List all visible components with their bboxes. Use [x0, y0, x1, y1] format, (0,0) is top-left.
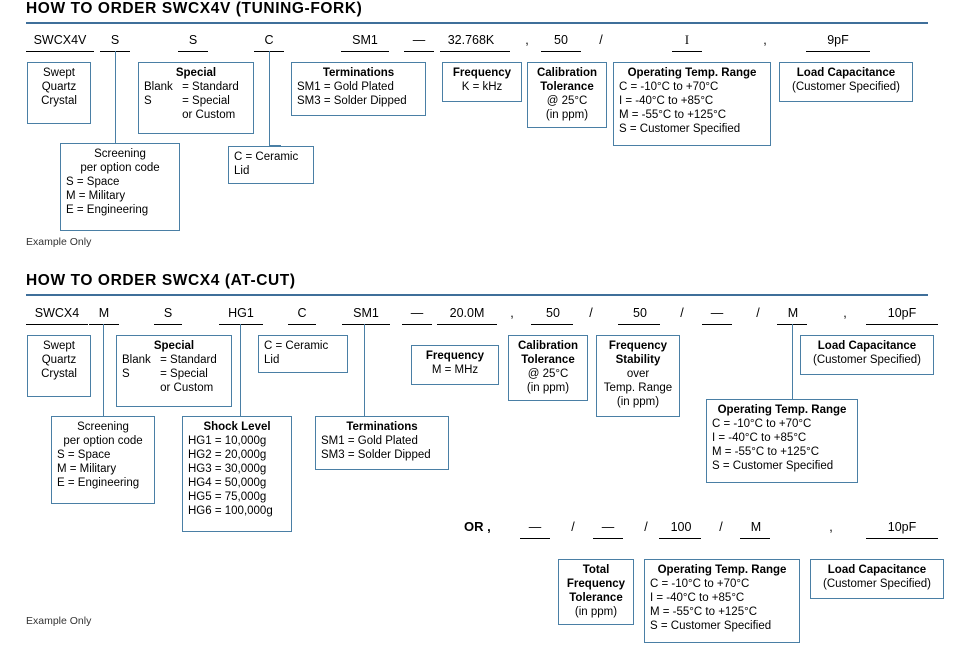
- code2-part-slash-2: /: [680, 306, 684, 320]
- screening2-line-1: per option code: [63, 435, 143, 447]
- optemp2-line-2: I = -40°C to +85°C: [712, 432, 807, 444]
- box-load-capacitance: [779, 62, 913, 102]
- or-underline: [520, 538, 550, 539]
- code-part-dash-1: —: [412, 33, 426, 47]
- calibration-title-2: Tolerance: [540, 81, 594, 93]
- terminations2-title: Terminations: [346, 421, 418, 433]
- code2-part-optemp: M: [787, 306, 799, 320]
- leader2-screening: [103, 324, 104, 417]
- box2-frequency: [411, 345, 499, 385]
- special2-title: Special: [153, 340, 195, 352]
- code-part-screening: S: [110, 33, 120, 47]
- freqstab-title-1: Frequency: [608, 340, 668, 352]
- optemp-line-4: S = Customer Specified: [619, 123, 741, 135]
- leader-lid: [269, 51, 270, 146]
- shock-line-1: HG1 = 10,000g: [188, 435, 267, 447]
- screening-line-3: M = Military: [66, 190, 126, 202]
- or-part-dash-2: —: [601, 520, 615, 534]
- box2-load-capacitance: [800, 335, 934, 375]
- loadcap3-title: Load Capacitance: [827, 564, 927, 576]
- frequency-title: Frequency: [452, 67, 512, 79]
- terminations-line-2: SM3 = Solder Dipped: [297, 95, 407, 107]
- terminations-title: Terminations: [322, 67, 395, 79]
- code-underline: [178, 51, 208, 52]
- box2-calibration-tolerance: [508, 335, 588, 401]
- code2-part-slash-1: /: [589, 306, 593, 320]
- box-lid: [228, 146, 314, 184]
- or-label: OR ,: [464, 519, 491, 534]
- screening-title: Screening: [94, 148, 146, 160]
- or-part-comma: ,: [829, 520, 833, 534]
- code2-part-loadcap: 10pF: [887, 306, 917, 320]
- optemp-line-2: I = -40°C to +85°C: [619, 95, 714, 107]
- lid-line-2: Lid: [234, 165, 250, 177]
- shock-line-6: HG6 = 100,000g: [188, 505, 273, 517]
- screening-line-4: E = Engineering: [66, 204, 149, 216]
- loadcap2-line-1: (Customer Specified): [812, 354, 921, 366]
- or-part-optemp: M: [750, 520, 762, 534]
- box-special: [138, 62, 254, 134]
- product-line-3: Crystal: [41, 95, 77, 107]
- optemp3-line-1: C = -10°C to +70°C: [650, 578, 750, 590]
- freqstab-title-2: Stability: [615, 354, 661, 366]
- calibration2-title-1: Calibration: [517, 340, 579, 352]
- code2-part-shock: HG1: [228, 306, 254, 320]
- totalfreq-title-3: Tolerance: [569, 592, 623, 604]
- product2-line-3: Crystal: [41, 368, 77, 380]
- screening2-line-3: M = Military: [57, 463, 117, 475]
- code-part-calibration: 50: [554, 33, 568, 47]
- box-calibration-tolerance: [527, 62, 607, 128]
- screening-line-2: S = Space: [66, 176, 120, 188]
- box2-lid: [258, 335, 348, 373]
- totalfreq-title-1: Total: [582, 564, 610, 576]
- optemp2-line-1: C = -10°C to +70°C: [712, 418, 812, 430]
- lid2-line-1: C = Ceramic: [264, 340, 329, 352]
- code2-underline: [89, 324, 119, 325]
- optemp3-line-3: M = -55°C to +125°C: [650, 606, 757, 618]
- code-part-slash-1: /: [599, 33, 603, 47]
- calibration2-title-2: Tolerance: [521, 354, 575, 366]
- loadcap-line-1: (Customer Specified): [791, 81, 900, 93]
- code-underline: [672, 51, 702, 52]
- code2-underline: [618, 324, 660, 325]
- box2-operating-temp-range: [706, 399, 858, 483]
- freqstab-line-3: (in ppm): [616, 396, 660, 408]
- code2-underline: [154, 324, 182, 325]
- code-underline: [440, 51, 510, 52]
- optemp2-title: Operating Temp. Range: [717, 404, 847, 416]
- code2-part-freqstab: 50: [633, 306, 647, 320]
- code2-part-product: SWCX4: [34, 306, 80, 320]
- code2-underline: [26, 324, 88, 325]
- shock-line-4: HG4 = 50,000g: [188, 477, 267, 489]
- code2-part-lid: C: [297, 306, 307, 320]
- freqstab-line-2: Temp. Range: [603, 382, 673, 394]
- code-underline: [341, 51, 389, 52]
- box2-frequency-stability: [596, 335, 680, 417]
- code2-part-comma-2: ,: [843, 306, 847, 320]
- special-key-2: S: [144, 95, 152, 107]
- code-part-terminations: SM1: [352, 33, 378, 47]
- code-part-product: SWCX4V: [33, 33, 87, 47]
- shock-line-5: HG5 = 75,000g: [188, 491, 267, 503]
- screening2-line-2: S = Space: [57, 449, 111, 461]
- or-part-slash-1: /: [571, 520, 575, 534]
- box-product: [27, 62, 91, 124]
- frequency2-line-1: M = MHz: [431, 364, 479, 376]
- loadcap2-title: Load Capacitance: [817, 340, 917, 352]
- code2-part-dash-2: —: [710, 306, 724, 320]
- calibration-line-2: (in ppm): [545, 109, 589, 121]
- leader2-terminations: [364, 324, 365, 417]
- totalfreq-line-1: (in ppm): [574, 606, 618, 618]
- code2-part-frequency: 20.0M: [449, 306, 485, 320]
- optemp2-line-4: S = Customer Specified: [712, 460, 834, 472]
- code2-underline: [702, 324, 732, 325]
- optemp3-title: Operating Temp. Range: [657, 564, 787, 576]
- optemp-line-3: M = -55°C to +125°C: [619, 109, 726, 121]
- box-total-frequency-tolerance: [558, 559, 634, 625]
- product2-line-1: Swept: [43, 340, 75, 352]
- screening2-line-4: E = Engineering: [57, 477, 140, 489]
- code-part-loadcap: 9pF: [827, 33, 849, 47]
- optemp3-line-2: I = -40°C to +85°C: [650, 592, 745, 604]
- code-part-optemp: I: [684, 33, 690, 47]
- special2-val-1: = Standard: [160, 354, 217, 366]
- code-underline: [26, 51, 94, 52]
- lid-line-1: C = Ceramic: [234, 151, 299, 163]
- code2-part-special: S: [163, 306, 173, 320]
- special2-key-2: S: [122, 368, 130, 380]
- screening2-title: Screening: [77, 421, 129, 433]
- calibration2-line-1: @ 25°C: [527, 368, 569, 380]
- calibration-line-1: @ 25°C: [546, 95, 588, 107]
- loadcap3-line-1: (Customer Specified): [822, 578, 931, 590]
- calibration-title-1: Calibration: [536, 67, 598, 79]
- code2-part-terminations: SM1: [353, 306, 379, 320]
- frequency-line-1: K = kHz: [461, 81, 503, 93]
- frequency2-title: Frequency: [425, 350, 485, 362]
- code-part-special: S: [188, 33, 198, 47]
- loadcap-title: Load Capacitance: [796, 67, 896, 79]
- code-underline: [404, 51, 434, 52]
- or-underline: [593, 538, 623, 539]
- leader2-shock: [240, 324, 241, 417]
- or-part-loadcap: 10pF: [887, 520, 917, 534]
- or-part-dash-1: —: [528, 520, 542, 534]
- optemp-line-1: C = -10°C to +70°C: [619, 81, 719, 93]
- section-1-rule: [26, 22, 928, 24]
- code2-part-dash: —: [410, 306, 424, 320]
- box2-screening: [51, 416, 155, 504]
- special2-val-3: or Custom: [160, 382, 214, 394]
- code-part-comma-2: ,: [763, 33, 767, 47]
- lid2-line-2: Lid: [264, 354, 280, 366]
- box-frequency: [442, 62, 522, 102]
- box2-terminations: [315, 416, 449, 470]
- terminations2-line-2: SM3 = Solder Dipped: [321, 449, 431, 461]
- section-2-title: HOW TO ORDER SWCX4 (AT-CUT): [26, 272, 296, 289]
- special2-key-1: Blank: [122, 354, 151, 366]
- or-underline: [866, 538, 938, 539]
- box-operating-temp-range-2: [644, 559, 800, 643]
- code2-part-screening: M: [98, 306, 110, 320]
- freqstab-line-1: over: [626, 368, 650, 380]
- box2-shock-level: [182, 416, 292, 532]
- code-part-comma-1: ,: [525, 33, 529, 47]
- or-part-total-freq: 100: [670, 520, 692, 534]
- special-val-3: or Custom: [182, 109, 236, 121]
- code2-underline: [342, 324, 390, 325]
- product-line-1: Swept: [43, 67, 75, 79]
- code-part-lid: C: [264, 33, 274, 47]
- code-underline: [541, 51, 581, 52]
- shock-line-3: HG3 = 30,000g: [188, 463, 267, 475]
- leader2-optemp: [792, 324, 793, 400]
- code2-underline: [866, 324, 938, 325]
- code-part-frequency: 32.768K: [447, 33, 495, 47]
- special-val-1: = Standard: [182, 81, 239, 93]
- optemp-title: Operating Temp. Range: [627, 67, 757, 79]
- section-2-rule: [26, 294, 928, 296]
- or-part-slash-2: /: [644, 520, 648, 534]
- leader-screening: [115, 51, 116, 153]
- code2-part-comma-1: ,: [510, 306, 514, 320]
- special2-val-2: = Special: [160, 368, 208, 380]
- terminations-line-1: SM1 = Gold Plated: [297, 81, 394, 93]
- code2-underline: [288, 324, 316, 325]
- example-note-2: Example Only: [26, 615, 92, 627]
- example-note-1: Example Only: [26, 236, 92, 248]
- optemp3-line-4: S = Customer Specified: [650, 620, 772, 632]
- shock-title: Shock Level: [203, 421, 271, 433]
- totalfreq-title-2: Frequency: [566, 578, 626, 590]
- product2-line-2: Quartz: [41, 354, 77, 366]
- special-val-2: = Special: [182, 95, 230, 107]
- or-part-slash-3: /: [719, 520, 723, 534]
- shock-line-2: HG2 = 20,000g: [188, 449, 267, 461]
- screening-line-1: per option code: [80, 162, 160, 174]
- optemp2-line-3: M = -55°C to +125°C: [712, 446, 819, 458]
- special2-key-3: [122, 381, 160, 395]
- or-underline: [659, 538, 701, 539]
- or-underline: [740, 538, 770, 539]
- calibration2-line-2: (in ppm): [526, 382, 570, 394]
- code-underline: [806, 51, 870, 52]
- box-terminations: [291, 62, 426, 116]
- box2-product: [27, 335, 91, 397]
- special-key-1: Blank: [144, 81, 173, 93]
- special-title: Special: [175, 67, 217, 79]
- code2-underline: [402, 324, 432, 325]
- box-load-capacitance-2: [810, 559, 944, 599]
- terminations2-line-1: SM1 = Gold Plated: [321, 435, 418, 447]
- product-line-2: Quartz: [41, 81, 77, 93]
- box2-special: [116, 335, 232, 407]
- code2-part-calibration: 50: [546, 306, 560, 320]
- code2-part-slash-3: /: [756, 306, 760, 320]
- box-screening: [60, 143, 180, 231]
- special-key-3: [144, 108, 182, 122]
- section-1-title: HOW TO ORDER SWCX4V (TUNING-FORK): [26, 0, 363, 17]
- code2-underline: [531, 324, 573, 325]
- box-operating-temp-range: [613, 62, 771, 146]
- code2-underline: [437, 324, 497, 325]
- code2-underline: [219, 324, 263, 325]
